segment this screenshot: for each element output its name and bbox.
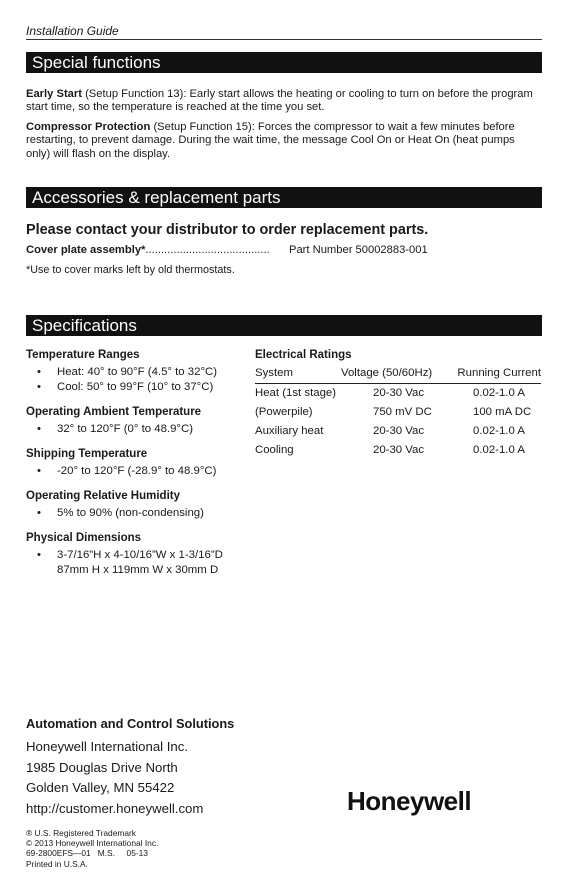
website-url: http://customer.honeywell.com (26, 800, 204, 816)
compressor-protection-term: Compressor Protection (26, 121, 151, 133)
table-cell: 100 mA DC (473, 405, 532, 418)
table-row (255, 402, 541, 421)
company-contact-block (26, 716, 234, 819)
section-title-specifications: Specifications (32, 316, 137, 335)
spec-group-shipping-temperature (26, 448, 246, 479)
spec-item-text: 5% to 90% (non-condensing) (57, 507, 204, 519)
spec-item-continuation (26, 563, 246, 578)
bullet: • (37, 366, 41, 378)
column-header: Voltage (50/60Hz) (339, 365, 447, 383)
section-bar-accessories (26, 187, 542, 208)
spec-item-text: 3-7/16”H x 4-10/16”W x 1-3/16”D (57, 549, 223, 561)
printed-in-line: Printed in U.S.A. (26, 858, 88, 869)
trademark-line: ® U.S. Registered Trademark (26, 828, 136, 838)
electrical-ratings-heading: Electrical Ratings (255, 349, 352, 361)
cover-plate-note: *Use to cover marks left by old thermostats. (26, 264, 235, 276)
table-cell: 0.02-1.0 A (473, 443, 525, 456)
compressor-protection-text: (Setup Function 15): Forces the compressor to wait a few minutes before restarting, to prevent damage. During the wait time, the message Cool On or Heat On (heat pumps only) will flash on the display. (26, 121, 515, 160)
spec-item-text: -20° to 120°F (-28.9° to 48.9°C) (57, 465, 217, 477)
section-bar-special-functions (26, 52, 542, 73)
electrical-ratings-table (255, 365, 541, 459)
table-cell: Heat (1st stage) (255, 386, 337, 399)
document-header-label: Installation Guide (26, 24, 119, 38)
cover-plate-part-number: Part Number 50002883-001 (289, 244, 428, 256)
bullet: • (37, 465, 41, 477)
header-divider (26, 39, 542, 40)
early-start-text: (Setup Function 13): Early start allows the heating or cooling to turn on before the program start time, so the temperature is reached at the time you set. (26, 88, 533, 114)
company-name: Honeywell International Inc. (26, 739, 189, 754)
contact-distributor-heading: Please contact your distributor to order replacement parts. (26, 222, 429, 238)
table-cell: 20-30 Vac (373, 424, 425, 437)
spec-group-humidity (26, 490, 246, 521)
spec-item-text: Cool: 50° to 99°F (10° to 37°C) (57, 381, 214, 393)
legal-fine-print (26, 828, 158, 869)
section-title-special-functions: Special functions (32, 53, 161, 72)
table-row (255, 383, 541, 402)
bullet: • (37, 549, 41, 561)
spec-group-physical-dimensions (26, 532, 246, 578)
bullet: • (37, 423, 41, 435)
electrical-ratings (255, 349, 541, 459)
compressor-protection-paragraph (26, 121, 542, 161)
spec-item (26, 464, 246, 479)
spec-item (26, 422, 246, 437)
spec-heading: Temperature Ranges (26, 349, 140, 361)
column-header: Running Current (447, 365, 541, 383)
spec-item-text: Heat: 40° to 90°F (4.5° to 32°C) (57, 366, 218, 378)
table-cell: (Powerpile) (255, 405, 313, 418)
table-cell: Cooling (255, 443, 294, 456)
early-start-term: Early Start (26, 88, 82, 100)
spec-heading: Operating Relative Humidity (26, 490, 181, 502)
cover-plate-line (26, 244, 270, 256)
section-bar-specifications (26, 315, 542, 336)
spec-item (26, 365, 246, 380)
street-address: 1985 Douglas Drive North (26, 759, 178, 775)
spec-item-text: 87mm H x 119mm W x 30mm D (57, 564, 219, 576)
spec-group-operating-ambient (26, 406, 246, 437)
table-cell: 0.02-1.0 A (473, 424, 525, 437)
section-title-accessories: Accessories & replacement parts (32, 188, 281, 207)
spec-heading: Operating Ambient Temperature (26, 406, 202, 418)
table-cell: 750 mV DC (373, 405, 432, 418)
spec-heading: Shipping Temperature (26, 448, 148, 460)
spec-item (26, 380, 246, 395)
cover-plate-label: Cover plate assembly* (26, 244, 146, 256)
column-header: System (255, 365, 339, 383)
city-state-zip: Golden Valley, MN 55422 (26, 780, 175, 795)
table-row (255, 421, 541, 440)
spec-item (26, 506, 246, 521)
honeywell-logo: Honeywell (347, 786, 472, 816)
spec-heading: Physical Dimensions (26, 532, 142, 544)
table-cell: 20-30 Vac (373, 443, 425, 456)
table-cell: 20-30 Vac (373, 386, 425, 399)
division-name: Automation and Control Solutions (26, 716, 235, 731)
copyright-line: © 2013 Honeywell International Inc. (26, 838, 159, 849)
table-header-row (255, 365, 541, 383)
bullet: • (37, 507, 41, 519)
table-row (255, 440, 541, 459)
spec-item (26, 548, 246, 563)
spec-list-column (26, 349, 246, 589)
spec-item-text: 32° to 120°F (0° to 48.9°C) (57, 423, 193, 435)
early-start-paragraph (26, 88, 542, 115)
cover-plate-leader: ........................................ (145, 244, 270, 256)
table-cell: Auxiliary heat (255, 424, 324, 437)
table-cell: 0.02-1.0 A (473, 386, 525, 399)
document-number-line: 69-2800EFS—01 M.S. 05-13 (26, 848, 148, 859)
bullet: • (37, 381, 41, 393)
spec-group-temperature-ranges (26, 349, 246, 395)
